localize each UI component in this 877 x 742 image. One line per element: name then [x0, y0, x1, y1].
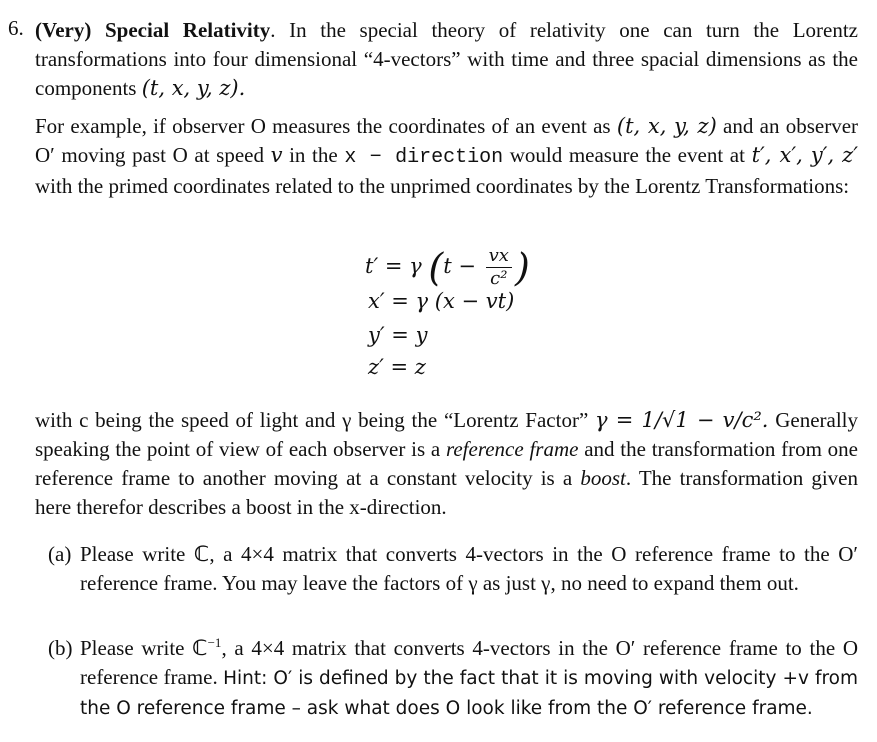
hint-text: Hint: O′ is defined by the fact that it is moving with velocity +v from the O reference frame – ask what does O look like from the O′ reference frame.	[80, 668, 859, 719]
matrix-C-symbol: ℂ	[193, 542, 210, 566]
intro-paragraph	[35, 16, 858, 103]
part-a-text-1: Please write	[80, 542, 194, 566]
primed-math: t′, x′, y′, z′	[751, 143, 859, 167]
right-paren: )	[514, 245, 530, 290]
lorentz-factor-paragraph	[35, 406, 858, 522]
eq1-t: t −	[443, 254, 476, 278]
eq1-numerator: vx	[486, 245, 512, 268]
example-paragraph	[35, 112, 858, 201]
factor-text-b: Generally speaking the point of view of each observer is a	[35, 408, 858, 461]
components-math: (t, x, y, z).	[141, 76, 246, 100]
direction-mono: x − direction	[344, 146, 504, 169]
part-b-label: (b)	[48, 636, 73, 660]
boost-term: boost	[580, 466, 626, 490]
part-b-text-2: , a 4×4 matrix that converts 4-vectors in the O′ reference frame to the O reference frame.	[80, 636, 858, 689]
reference-frame-term: reference frame	[445, 437, 579, 461]
matrix-C-inverse-symbol: ℂ	[192, 636, 208, 660]
part-a-text	[80, 540, 858, 598]
eq1-denominator: c²	[490, 268, 508, 289]
eq1-fraction	[486, 245, 512, 290]
equation-x: x′ = γ (x − vt)	[368, 289, 515, 313]
part-b-text-1: Please write	[80, 636, 193, 660]
equation-y: y′ = y	[368, 323, 428, 347]
example-text-a: For example, if observer O measures the coordinates of an event as	[35, 114, 617, 138]
part-a-label: (a)	[48, 542, 72, 566]
problem-title: (Very) Special Relativity	[35, 18, 271, 42]
factor-text-c: and the transformation from one reference frame to another moving at a constant velocity is a	[35, 437, 859, 490]
example-text-d: would measure the event at	[503, 143, 752, 167]
coords-math: (t, x, y, z)	[616, 114, 717, 138]
part-a-text-2: , a 4×4 matrix that converts 4-vectors in the O reference frame to the O′ reference frame. You may leave the factors of γ as just γ, no need to expand them out.	[80, 542, 859, 595]
factor-text-a: with c being the speed of light and γ being the “Lorentz Factor”	[35, 408, 596, 432]
factor-text-d: . The transformation given here therefor describes a boost in the x-direction.	[35, 466, 859, 519]
example-text-b: and an observer O′ moving past O at speed	[35, 114, 859, 167]
equation-t	[365, 245, 530, 290]
inverse-superscript: −1	[207, 635, 222, 650]
equation-z: z′ = z	[368, 355, 426, 379]
eq1-lhs: t′ = γ	[365, 254, 422, 278]
gamma-math: γ = 1/√1 − v/c².	[595, 408, 769, 432]
left-paren: (	[428, 245, 444, 290]
speed-math: v	[270, 143, 283, 167]
intro-text: . In the special theory of relativity one can turn the Lorentz transformations into four dimensional “4-vectors” with time and three spacial dimensions as the components	[35, 18, 858, 100]
part-b-text	[80, 634, 858, 723]
problem-number: 6.	[8, 16, 24, 40]
example-text-c: in the	[282, 143, 345, 167]
example-text-e: with the primed coordinates related to the unprimed coordinates by the Lorentz Transformations:	[35, 174, 850, 198]
